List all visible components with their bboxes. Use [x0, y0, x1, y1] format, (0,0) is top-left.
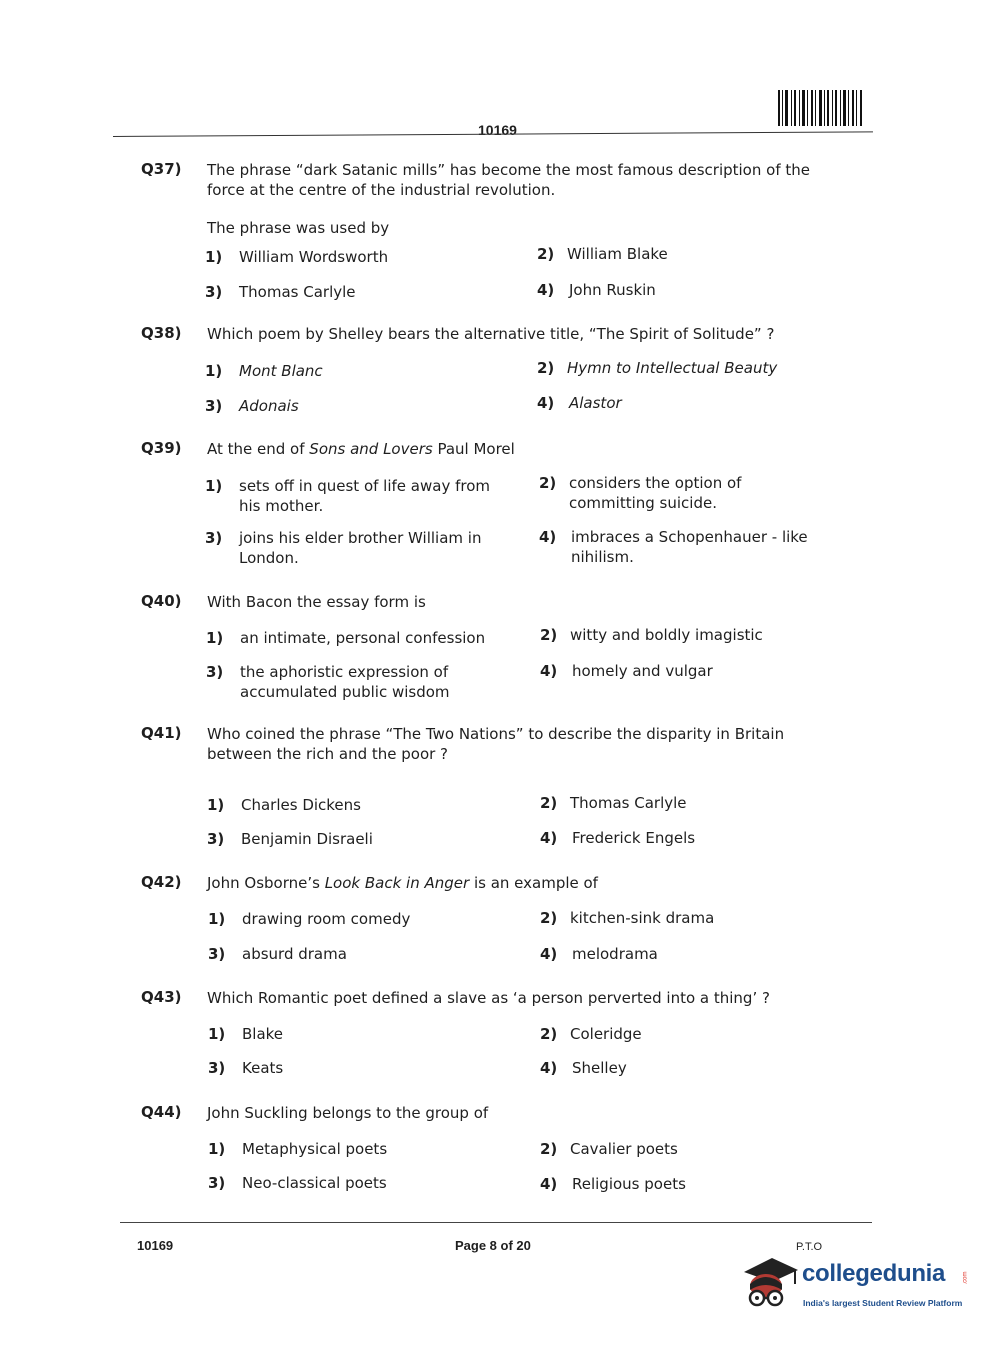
question-text: Which poem by Shelley bears the alternative title, “The Spirit of Solitude” ?: [207, 325, 775, 343]
option-number: 4): [539, 528, 557, 546]
question-44: [141, 1103, 831, 1203]
option-number: 4): [537, 281, 555, 299]
question-number: Q39): [141, 439, 182, 457]
header-paper-code: 10169: [478, 122, 517, 138]
option-number: 3): [207, 830, 225, 848]
question-text: Which Romantic poet defined a slave as ‘a person perverted into a thing’ ?: [207, 989, 770, 1007]
question-39: [141, 439, 831, 579]
option-text: Thomas Carlyle: [239, 283, 356, 301]
question-text-title: Sons and Lovers: [309, 440, 433, 458]
option-text: John Ruskin: [569, 281, 656, 299]
question-text-title: Look Back in Anger: [324, 874, 470, 892]
option-text: Metaphysical poets: [242, 1140, 388, 1158]
option-number: 3): [208, 1174, 226, 1192]
pto-label: P.T.O: [796, 1241, 823, 1253]
option-text: kitchen-sink drama: [570, 909, 715, 927]
option-number: 3): [206, 663, 224, 681]
option-number: 3): [208, 1059, 226, 1077]
question-subtext: The phrase was used by: [207, 219, 390, 237]
option-text: the aphoristic expression of accumulated public wisdom: [240, 663, 450, 701]
collegedunia-mascot-icon: [740, 1250, 802, 1314]
option-text: Thomas Carlyle: [570, 794, 687, 812]
option-number: 1): [205, 362, 223, 380]
option-number: 1): [208, 1140, 226, 1158]
question-41: [141, 724, 831, 854]
option-number: 4): [540, 829, 558, 847]
option-number: 4): [537, 394, 555, 412]
question-text-post: is an example of: [469, 874, 598, 892]
question-38: [141, 324, 831, 424]
option-number: 2): [537, 359, 555, 377]
question-number: Q37): [141, 160, 182, 178]
question-text-post: Paul Morel: [432, 440, 515, 458]
option-number: 3): [205, 283, 223, 301]
question-text: With Bacon the essay form is: [207, 593, 426, 611]
question-40: [141, 592, 831, 707]
question-text: [207, 873, 827, 893]
question-text: Who coined the phrase “The Two Nations” to describe the disparity in Britain between the rich and the poor ?: [207, 725, 785, 763]
option-number: 3): [205, 529, 223, 547]
question-number: Q43): [141, 988, 182, 1006]
question-42: [141, 873, 831, 973]
option-number: 1): [208, 910, 226, 928]
option-text: Neo-classical poets: [242, 1174, 387, 1192]
option-text: absurd drama: [242, 945, 347, 963]
option-text: considers the option of committing suicide.: [569, 474, 742, 512]
option-number: 1): [208, 1025, 226, 1043]
option-number: 2): [539, 474, 557, 492]
footer-paper-code: 10169: [137, 1238, 174, 1253]
option-number: 3): [205, 397, 223, 415]
question-43: [141, 988, 831, 1088]
option-number: 4): [540, 945, 558, 963]
page-number: Page 8 of 20: [455, 1238, 531, 1253]
question-number: Q38): [141, 324, 182, 342]
option-number: 1): [206, 629, 224, 647]
option-number: 1): [205, 477, 223, 495]
option-text: homely and vulgar: [572, 662, 713, 680]
option-number: 4): [540, 1175, 558, 1193]
option-text: witty and boldly imagistic: [570, 626, 763, 644]
question-number: Q41): [141, 724, 182, 742]
option-text: melodrama: [572, 945, 658, 963]
option-text: an intimate, personal confession: [240, 629, 486, 647]
option-number: 2): [540, 909, 558, 927]
option-text: Coleridge: [570, 1025, 642, 1043]
option-text: Benjamin Disraeli: [241, 830, 373, 848]
option-text: imbraces a Schopenhauer - like nihilism.: [571, 528, 808, 566]
watermark-tld: .com: [962, 1271, 969, 1285]
question-text-pre: At the end of: [207, 440, 310, 458]
barcode: [778, 90, 874, 126]
option-number: 2): [540, 1025, 558, 1043]
option-text: sets off in quest of life away from his mother.: [239, 477, 490, 515]
question-text: The phrase “dark Satanic mills” has become the most famous description of the force at the centre of the industrial revolution.: [207, 161, 810, 199]
option-number: 2): [540, 794, 558, 812]
question-number: Q40): [141, 592, 182, 610]
question-37: [141, 160, 831, 320]
option-text: Mont Blanc: [239, 362, 323, 380]
option-number: 3): [208, 945, 226, 963]
option-text: Frederick Engels: [572, 829, 696, 847]
watermark-tagline: India's largest Student Review Platform: [803, 1298, 963, 1308]
option-number: 2): [540, 626, 558, 644]
option-number: 2): [540, 1140, 558, 1158]
question-number: Q44): [141, 1103, 182, 1121]
question-number: Q42): [141, 873, 182, 891]
option-number: 4): [540, 1059, 558, 1077]
footer-rule: [120, 1222, 872, 1223]
question-text: [207, 439, 827, 459]
option-text: drawing room comedy: [242, 910, 411, 928]
option-number: 2): [537, 245, 555, 263]
option-text: Alastor: [569, 394, 622, 412]
option-number: 1): [207, 796, 225, 814]
option-text: joins his elder brother William in London.: [239, 529, 482, 567]
option-text: Adonais: [239, 397, 299, 415]
option-text: Religious poets: [572, 1175, 686, 1193]
option-text: William Wordsworth: [239, 248, 389, 266]
option-text: Blake: [242, 1025, 284, 1043]
option-text: Hymn to Intellectual Beauty: [567, 359, 778, 377]
option-text: William Blake: [567, 245, 668, 263]
option-text: Keats: [242, 1059, 284, 1077]
option-number: 4): [540, 662, 558, 680]
option-number: 1): [205, 248, 223, 266]
watermark-brand: collegedunia: [802, 1260, 946, 1287]
option-text: Shelley: [572, 1059, 627, 1077]
question-text: John Suckling belongs to the group of: [207, 1104, 489, 1122]
question-text-pre: John Osborne’s: [207, 874, 325, 892]
option-text: Cavalier poets: [570, 1140, 678, 1158]
option-text: Charles Dickens: [241, 796, 361, 814]
